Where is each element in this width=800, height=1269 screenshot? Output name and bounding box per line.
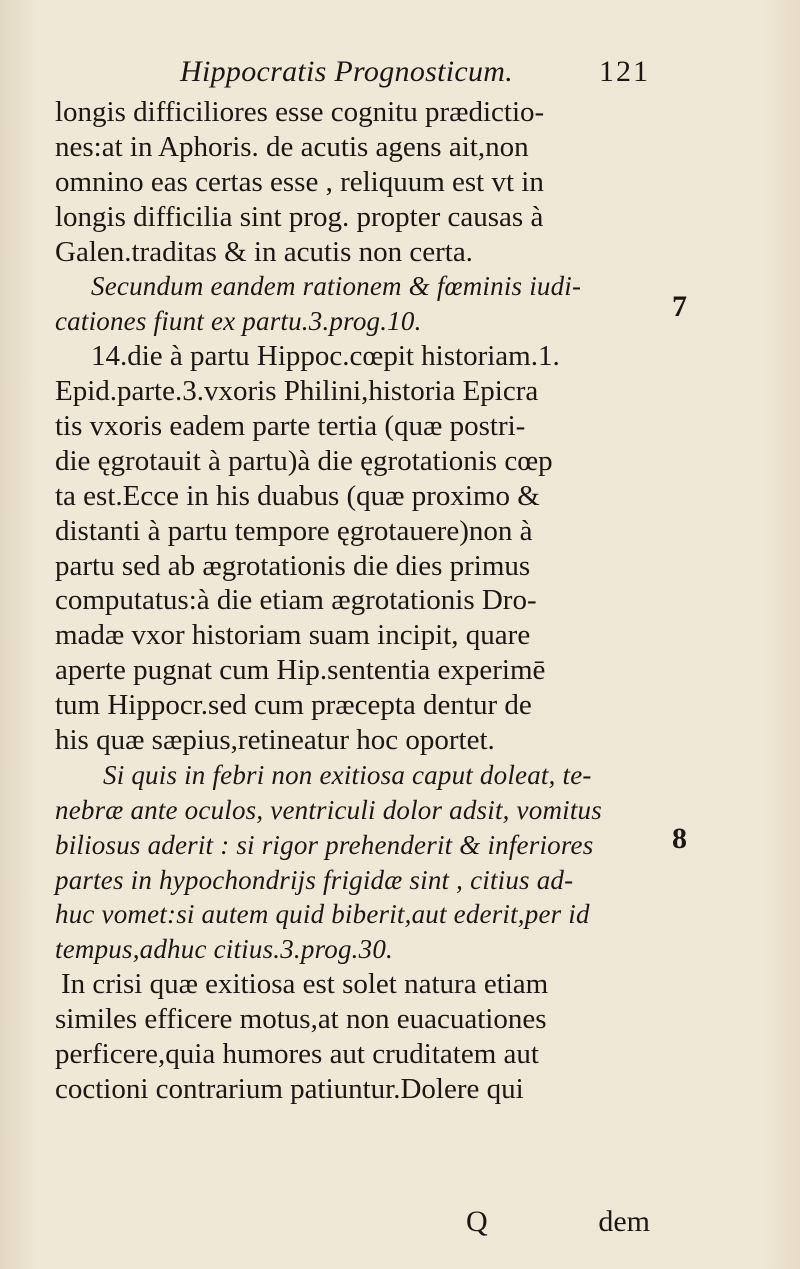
signature-mark: Q [466,1205,488,1238]
body-text [55,95,655,1107]
text-line: longis difficilia sint prog. propter causas à [55,200,544,233]
margin-note-number: 7 [672,290,687,323]
text-line: tis vxoris eadem parte tertia (quæ postri- [55,410,526,443]
italic-text-line: partes in hypochondrijs frigidæ sint , citius ad- [55,864,574,895]
text-line: madæ vxor historiam suam incipit, quare [55,619,531,652]
text-line: tum Hippocr.sed cum præcepta dentur de [55,689,532,722]
text-line: Epid.parte.3.vxoris Philini,historia Epicra [55,375,539,408]
text-line: aperte pugnat cum Hip.sententia experimē [55,654,546,687]
text-line: computatus:à die etiam ægrotationis Dro- [55,584,537,617]
italic-text-line: Si quis in febri non exitiosa caput doleat, te- [103,759,592,790]
italic-text-line: biliosus aderit : si rigor prehenderit & inferiores [55,829,594,860]
text-line: die ęgrotauit à partu)à die ęgrotationis cœp [55,444,553,477]
text-line: partu sed ab ægrotationis die dies primus [55,549,531,582]
italic-text-line: cationes fiunt ex partu.3.prog.10. [55,306,422,337]
text-line: Galen.traditas & in acutis non certa. [55,235,473,268]
catchword: dem [598,1205,650,1238]
page-header [180,55,650,95]
italic-text-line: huc vomet:si autem quid biberit,aut ederit,per id [55,899,590,930]
text-line: coctioni contrarium patiuntur.Dolere qui [55,1072,524,1105]
text-line: perficere,quia humores aut cruditatem aut [55,1038,539,1071]
page-footer [450,1205,650,1245]
running-title: Hippocratis Prognosticum. [180,55,514,88]
text-line: longis difficiliores esse cognitu prædictio- [55,96,545,128]
text-line: omnino eas certas esse , reliquum est vt in [55,165,544,198]
italic-text-line: Secundum eandem rationem & fœminis iudi- [91,271,582,302]
text-line: In crisi quæ exitiosa est solet natura etiam [61,968,549,1001]
text-line: 14.die à partu Hippoc.cœpit historiam.1. [91,340,560,373]
text-line: his quæ sæpius,retineatur hoc oportet. [55,724,495,757]
italic-text-line: tempus,adhuc citius.3.prog.30. [55,934,393,965]
italic-text-line: nebræ ante oculos, ventriculi dolor adsit, vomitus [55,794,602,825]
text-line: ta est.Ecce in his duabus (quæ proximo & [55,479,540,512]
page-number: 121 [599,55,650,88]
margin-note-number: 8 [672,822,687,855]
text-line: nes:at in Aphoris. de acutis agens ait,non [55,130,529,163]
text-line: similes efficere motus,at non euacuationes [55,1003,547,1036]
text-line: distanti à partu tempore ęgrotauere)non à [55,514,533,547]
